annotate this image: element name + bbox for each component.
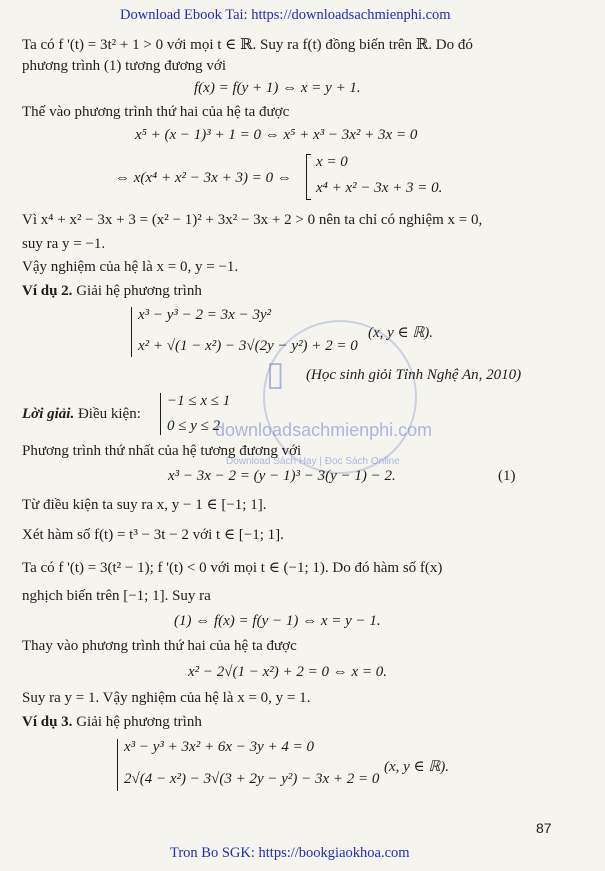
- example-heading: [22, 283, 202, 300]
- equation: x⁵ + (x − 1)³ + 1 = 0 ⇔ x⁵ + x³ − 3x² + 3x = 0: [135, 127, 418, 143]
- text-line: Ta có f '(t) = 3t² + 1 > 0 với mọi t ∈ ℝ. Suy ra f(t) đồng biến trên ℝ. Do đó: [22, 37, 473, 53]
- example-label: Ví dụ 3.: [22, 714, 73, 730]
- text-line: Thay vào phương trình thứ hai của hệ ta được: [22, 638, 297, 654]
- solution-heading: [22, 406, 141, 423]
- equation: x = 0: [316, 154, 348, 170]
- system-brace: [131, 307, 136, 357]
- text-line: Vậy nghiệm của hệ là x = 0, y = −1.: [22, 259, 239, 275]
- equation: x² + √(1 − x²) − 3√(2y − y²) + 2 = 0: [138, 338, 358, 354]
- bracket: [306, 154, 311, 200]
- text-line: Thế vào phương trình thứ hai của hệ ta được: [22, 104, 290, 120]
- equation: f(x) = f(y + 1) ⇔ x = y + 1.: [194, 80, 361, 96]
- equation: (x, y ∈ ℝ).: [384, 759, 450, 775]
- system-brace: [117, 739, 122, 791]
- condition-brace: [160, 393, 165, 435]
- text-line: phương trình (1) tương đương với: [22, 58, 227, 74]
- watermark-tagline: Download Sách Hay | Đọc Sách Online: [226, 456, 400, 467]
- page-number: 87: [536, 820, 552, 836]
- solution-label: Lời giải.: [22, 406, 75, 422]
- text-line: suy ra y = −1.: [22, 236, 106, 252]
- condition: 0 ≤ y ≤ 2: [167, 418, 221, 434]
- equation: x³ − y³ + 3x² + 6x − 3y + 4 = 0: [124, 739, 315, 755]
- equation: (1) ⇔ f(x) = f(y − 1) ⇔ x = y − 1.: [174, 613, 381, 629]
- equation: x³ − y³ − 2 = 3x − 3y²: [138, 307, 272, 323]
- text-line: Xét hàm số f(t) = t³ − 3t − 2 với t ∈ [−1; 1].: [22, 527, 284, 543]
- equation-tag: (1): [498, 468, 516, 484]
- equation: 2√(4 − x²) − 3√(3 + 2y − y²) − 3x + 2 = 0: [124, 771, 380, 787]
- equation: x² − 2√(1 − x²) + 2 = 0 ⇔ x = 0.: [188, 664, 388, 680]
- text-line: Ta có f '(t) = 3(t² − 1); f '(t) < 0 với mọi t ∈ (−1; 1). Do đó hàm số f(x): [22, 560, 443, 576]
- solution-text: Điều kiện:: [74, 406, 141, 422]
- text-line: nghịch biến trên [−1; 1]. Suy ra: [22, 588, 211, 604]
- watermark-site: downloadsachmienphi.com: [215, 420, 433, 440]
- watermark-book-icon: ▯: [266, 356, 285, 393]
- text-line: Suy ra y = 1. Vậy nghiệm của hệ là x = 0, y = 1.: [22, 690, 311, 706]
- equation: (x, y ∈ ℝ).: [368, 325, 434, 341]
- header-download-link[interactable]: Download Ebook Tai: https://downloadsachmienphi.com: [120, 7, 451, 23]
- source-note: (Học sinh giỏi Tỉnh Nghệ An, 2010): [306, 367, 522, 383]
- example-text: Giải hệ phương trình: [72, 714, 202, 730]
- text-line: Từ điều kiện ta suy ra x, y − 1 ∈ [−1; 1].: [22, 497, 267, 513]
- footer-download-link[interactable]: Tron Bo SGK: https://bookgiaokhoa.com: [170, 845, 410, 861]
- example-heading: [22, 714, 202, 731]
- text-line: Vì x⁴ + x² − 3x + 3 = (x² − 1)² + 3x² − 3x + 2 > 0 nên ta chỉ có nghiệm x = 0,: [22, 212, 483, 228]
- equation: x³ − 3x − 2 = (y − 1)³ − 3(y − 1) − 2.: [168, 468, 396, 484]
- equation: x⁴ + x² − 3x + 3 = 0.: [316, 180, 443, 196]
- equation: ⇔ x(x⁴ + x² − 3x + 3) = 0 ⇔: [115, 170, 292, 186]
- example-label: Ví dụ 2.: [22, 283, 73, 299]
- example-text: Giải hệ phương trình: [72, 283, 202, 299]
- text-line: Phương trình thứ nhất của hệ tương đương với: [22, 443, 302, 459]
- condition: −1 ≤ x ≤ 1: [167, 393, 231, 409]
